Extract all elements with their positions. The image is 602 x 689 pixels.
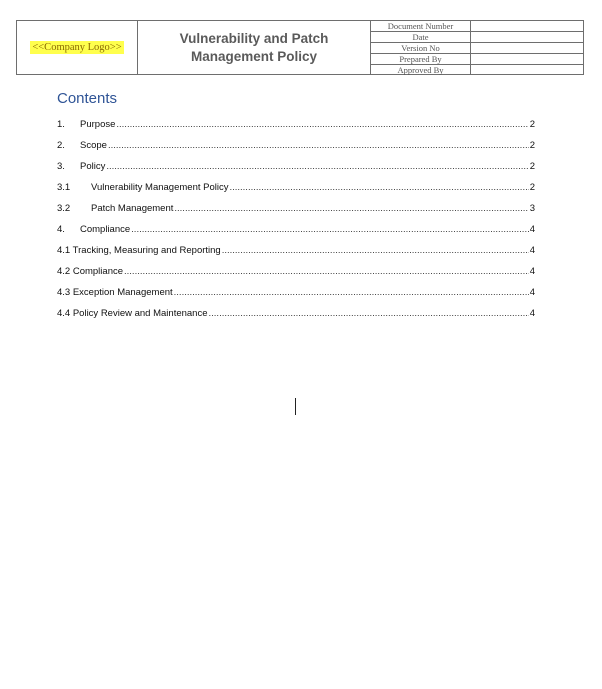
meta-label-version: Version No [371,43,471,53]
toc-entry-label: Patch Management [91,203,174,214]
toc-entry-patch-management[interactable] [57,203,535,224]
meta-value-date[interactable] [471,32,583,42]
toc-entry-number: 1. [57,119,65,130]
meta-value-version[interactable] [471,43,583,53]
table-of-contents [57,119,535,329]
meta-value-approved-by[interactable] [471,65,583,75]
toc-entry-compliance-sub[interactable] [57,266,535,287]
toc-entry-label: Purpose [80,119,116,130]
toc-dot-leader [131,224,529,235]
toc-dot-leader [229,182,528,193]
toc-entry-label: 4.2 Compliance [57,266,124,277]
toc-entry-page: 2 [529,161,535,172]
meta-row-date [371,32,583,43]
meta-label-approved-by: Approved By [371,65,471,75]
toc-entry-number: 3.2 [57,203,71,214]
meta-label-date: Date [371,32,471,42]
toc-entry-label: Scope [80,140,107,151]
toc-entry-page: 3 [529,203,535,214]
meta-row-prepared-by [371,54,583,65]
document-title-line1: Vulnerability and Patch [179,30,329,46]
toc-entry-page: 4 [529,224,535,235]
title-cell [138,21,371,74]
meta-label-prepared-by: Prepared By [371,54,471,64]
toc-dot-leader [108,140,529,151]
document-title-line2: Management Policy [190,48,318,64]
text-cursor [295,398,296,415]
toc-dot-leader [124,266,529,277]
toc-dot-leader [222,245,529,256]
toc-entry-page: 2 [529,140,535,151]
toc-entry-number: 4. [57,224,65,235]
toc-entry-label: 4.4 Policy Review and Maintenance [57,308,208,319]
toc-entry-tracking-measuring-reporting[interactable] [57,245,535,266]
meta-row-document-number [371,21,583,32]
document-header-table [16,20,584,75]
company-logo-placeholder: <<Company Logo>> [32,42,122,53]
metadata-cell [371,21,583,74]
toc-dot-leader [174,287,529,298]
toc-entry-number: 3.1 [57,182,71,193]
meta-row-version [371,43,583,54]
toc-entry-policy[interactable] [57,161,535,182]
toc-entry-page: 4 [529,245,535,256]
toc-dot-leader [174,203,528,214]
toc-heading: Contents [57,90,118,107]
toc-entry-page: 4 [529,308,535,319]
toc-entry-vulnerability-management-policy[interactable] [57,182,535,203]
meta-row-approved-by [371,65,583,75]
toc-dot-leader [106,161,528,172]
toc-entry-policy-review-maintenance[interactable] [57,308,535,329]
toc-entry-label: 4.3 Exception Management [57,287,173,298]
toc-entry-purpose[interactable] [57,119,535,140]
toc-dot-leader [116,119,528,130]
toc-entry-number: 3. [57,161,65,172]
toc-entry-exception-management[interactable] [57,287,535,308]
toc-entry-label: 4.1 Tracking, Measuring and Reporting [57,245,221,256]
toc-entry-label: Compliance [80,224,131,235]
meta-value-document-number[interactable] [471,21,583,31]
toc-entry-compliance[interactable] [57,224,535,245]
meta-label-document-number: Document Number [371,21,471,31]
toc-dot-leader [209,308,529,319]
toc-entry-number: 2. [57,140,65,151]
toc-entry-page: 4 [529,266,535,277]
meta-value-prepared-by[interactable] [471,54,583,64]
toc-entry-label: Vulnerability Management Policy [91,182,229,193]
toc-entry-page: 2 [529,119,535,130]
toc-entry-scope[interactable] [57,140,535,161]
toc-entry-page: 4 [529,287,535,298]
logo-cell [17,21,138,74]
toc-entry-page: 2 [529,182,535,193]
toc-entry-label: Policy [80,161,106,172]
